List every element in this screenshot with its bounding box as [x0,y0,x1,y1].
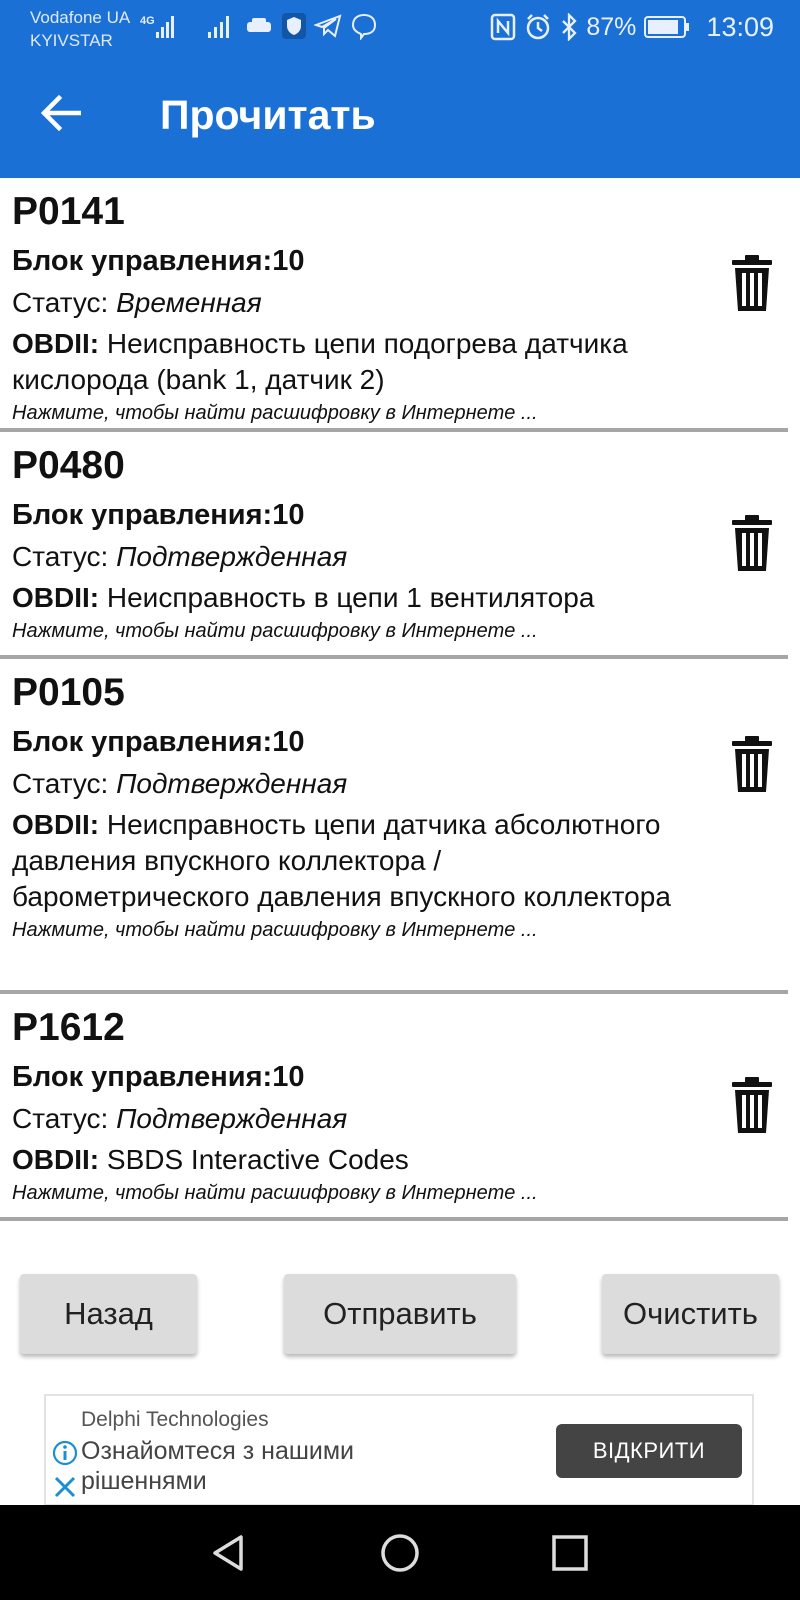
trouble-code-card[interactable] [0,659,788,994]
obd-label: OBDII: [12,328,100,359]
obd-text: Неисправность в цепи 1 вентилятора [99,582,595,613]
obd-description [12,1142,678,1178]
control-block [12,1058,678,1096]
trash-icon[interactable] [730,254,774,312]
app-bar [0,58,800,178]
action-button-row [0,1274,800,1354]
obd-label: OBDII: [12,1144,100,1175]
obd-text: Неисправность цепи датчика абсолютного давления впускного коллектора / барометрического давления впускного коллектора [12,809,671,912]
obd-description [12,807,678,915]
control-block [12,496,678,534]
page-title: Прочитать [160,92,376,138]
control-block-value: 10 [272,1061,305,1093]
carrier-1: Vodafone UA [30,8,131,27]
status-value: Подтвержденная [116,1103,348,1134]
status-bar [0,0,800,58]
nfc-icon [490,13,516,41]
obd-description [12,580,678,616]
obd-text: SBDS Interactive Codes [99,1144,409,1175]
status-value: Подтвержденная [116,541,348,572]
carrier-2: KYIVSTAR [30,31,113,50]
obd-description [12,326,678,398]
alarm-icon [524,13,552,41]
control-block-label: Блок управления: [12,499,273,531]
status-label: Статус: [12,1103,117,1134]
trash-icon[interactable] [730,1076,774,1134]
bluetooth-icon [560,13,578,41]
viber-icon [350,12,378,40]
back-button[interactable]: Назад [20,1274,197,1354]
control-block-label: Блок управления: [12,726,273,758]
nav-recents-icon[interactable] [546,1529,594,1577]
search-hint: Нажмите, чтобы найти расшифровку в Интернете ... [12,919,538,941]
code-title: P0105 [12,671,125,714]
back-arrow-button[interactable] [34,86,88,140]
status-icons-right [490,10,774,44]
control-block-value: 10 [272,499,305,531]
ad-banner[interactable] [44,1394,754,1506]
control-block-value: 10 [272,726,305,758]
trouble-code-card[interactable] [0,432,788,659]
status-line [12,765,678,803]
status-icons-left [140,10,378,42]
car-icon [244,14,274,38]
arrow-back-icon [41,95,81,131]
status-value: Временная [116,287,262,318]
close-icon[interactable] [52,1474,78,1500]
ad-brand: Delphi Technologies [81,1408,269,1431]
trash-icon[interactable] [730,735,774,793]
nav-home-icon[interactable] [376,1529,424,1577]
battery-icon [644,15,690,39]
ad-open-button[interactable]: ВІДКРИТИ [556,1424,742,1478]
code-title: P0141 [12,190,125,233]
trash-icon[interactable] [730,514,774,572]
status-line [12,284,678,322]
code-title: P0480 [12,444,125,487]
trouble-code-list [0,178,800,1221]
nav-back-icon[interactable] [205,1529,253,1577]
status-line [12,538,678,576]
search-hint: Нажмите, чтобы найти расшифровку в Интернете ... [12,1182,538,1204]
obd-label: OBDII: [12,809,100,840]
status-label: Статус: [12,541,117,572]
status-value: Подтвержденная [116,768,348,799]
info-icon[interactable] [52,1440,78,1466]
signal-4g-icon [140,12,180,40]
battery-percent: 87% [586,12,637,41]
ad-text: Ознайомтеся з нашими рішеннями [81,1437,355,1495]
status-label: Статус: [12,287,117,318]
obd-text: Неисправность цепи подогрева датчика кислорода (bank 1, датчик 2) [12,328,628,395]
control-block-label: Блок управления: [12,245,273,277]
control-block-label: Блок управления: [12,1061,273,1093]
status-label: Статус: [12,768,117,799]
trouble-code-card[interactable] [0,178,788,432]
status-line [12,1100,678,1138]
navigation-bar [0,1505,800,1600]
shield-icon [282,13,306,39]
clear-button[interactable]: Очистить [602,1274,779,1354]
code-title: P1612 [12,1006,125,1049]
trouble-code-card[interactable] [0,994,788,1221]
control-block [12,723,678,761]
search-hint: Нажмите, чтобы найти расшифровку в Интернете ... [12,402,538,424]
obd-label: OBDII: [12,582,100,613]
search-hint: Нажмите, чтобы найти расшифровку в Интернете ... [12,620,538,642]
send-button[interactable]: Отправить [284,1274,516,1354]
control-block [12,242,678,280]
control-block-value: 10 [272,245,305,277]
signal-icon [206,12,236,40]
svg-text:4G: 4G [140,15,155,27]
carrier-labels [30,6,130,52]
clock: 13:09 [706,11,774,42]
telegram-icon [314,14,342,38]
